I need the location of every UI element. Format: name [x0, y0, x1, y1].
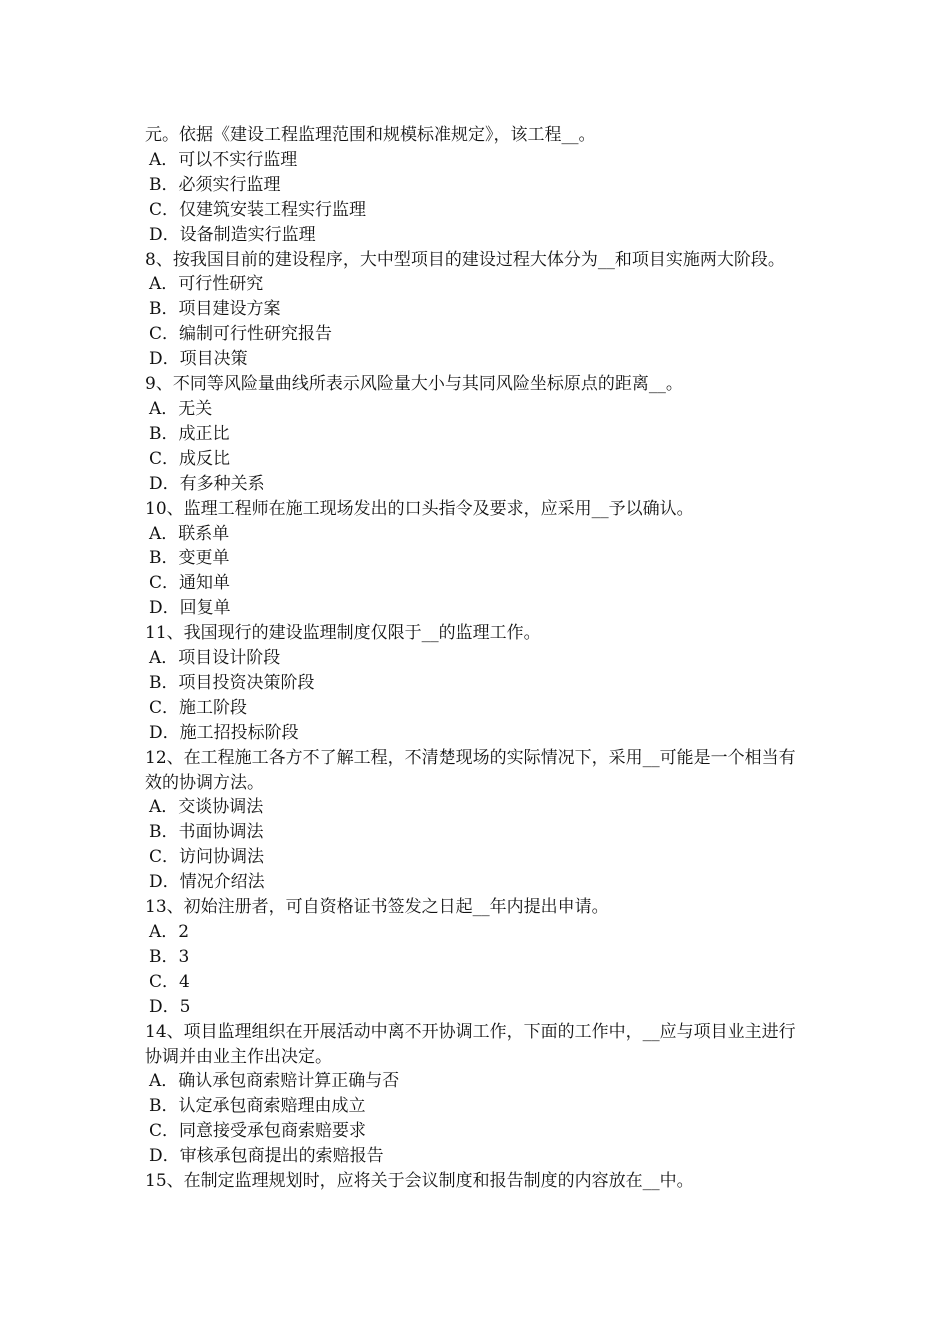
answer-option: C．通知单 [149, 573, 231, 594]
answer-option: C．同意接受承包商索赔要求 [149, 1121, 367, 1142]
answer-option: B．书面协调法 [149, 822, 264, 843]
answer-option: D．情况介绍法 [149, 872, 265, 893]
question-text: 15、在制定监理规划时，应将关于会议制度和报告制度的内容放在__中。 [145, 1171, 694, 1192]
question-text: 14、项目监理组织在开展活动中离不开协调工作，下面的工作中，__应与项目业主进行协调并由业主作出决定。 [145, 1021, 796, 1067]
answer-option: D．回复单 [149, 598, 231, 619]
question-text: 12、在工程施工各方不了解工程，不清楚现场的实际情况下，采用__可能是一个相当有效的协调方法。 [145, 747, 796, 793]
answer-option: C．访问协调法 [149, 847, 265, 868]
document-page [145, 123, 810, 1194]
answer-option: B．成正比 [149, 423, 230, 444]
answer-option: A．联系单 [149, 523, 230, 544]
answer-option: B．项目投资决策阶段 [149, 672, 315, 693]
answer-option: A．交谈协调法 [149, 797, 264, 818]
answer-option: D．项目决策 [149, 349, 248, 370]
answer-option: A．2 [149, 922, 190, 942]
answer-option: B．项目建设方案 [149, 299, 281, 320]
answer-option: D．有多种关系 [149, 473, 265, 494]
question-text: 元。依据《建设工程监理范围和规模标准规定》，该工程__。 [145, 125, 596, 145]
answer-option: A．项目设计阶段 [149, 648, 281, 669]
answer-option: B．变更单 [149, 548, 230, 569]
question-text: 9、不同等风险量曲线所表示风险量大小与其同风险坐标原点的距离__。 [145, 374, 683, 395]
answer-option: C．施工阶段 [149, 697, 248, 718]
answer-option: C．成反比 [149, 448, 231, 469]
answer-option: A．可行性研究 [149, 274, 264, 295]
answer-option: A．可以不实行监理 [149, 149, 298, 170]
answer-option: D．5 [149, 996, 191, 1017]
answer-option: A．确认承包商索赔计算正确与否 [149, 1071, 400, 1092]
answer-option: D．施工招投标阶段 [149, 722, 299, 743]
question-text: 11、我国现行的建设监理制度仅限于__的监理工作。 [145, 623, 541, 644]
answer-option: C．编制可行性研究报告 [149, 324, 333, 345]
question-text: 8、按我国目前的建设程序，大中型项目的建设过程大体分为__和项目实施两大阶段。 [145, 249, 785, 270]
question-text: 10、监理工程师在施工现场发出的口头指令及要求，应采用__予以确认。 [145, 498, 694, 519]
question-text: 13、初始注册者，可自资格证书签发之日起__年内提出申请。 [145, 897, 609, 918]
answer-option: D．设备制造实行监理 [149, 224, 316, 245]
answer-option: B．必须实行监理 [149, 174, 281, 195]
answer-option: C．4 [149, 971, 190, 992]
answer-option: D．审核承包商提出的索赔报告 [149, 1146, 384, 1167]
answer-option: A．无关 [149, 398, 213, 419]
answer-option: B．3 [149, 946, 190, 967]
answer-option: B．认定承包商索赔理由成立 [149, 1096, 366, 1117]
answer-option: C．仅建筑安装工程实行监理 [149, 199, 367, 220]
